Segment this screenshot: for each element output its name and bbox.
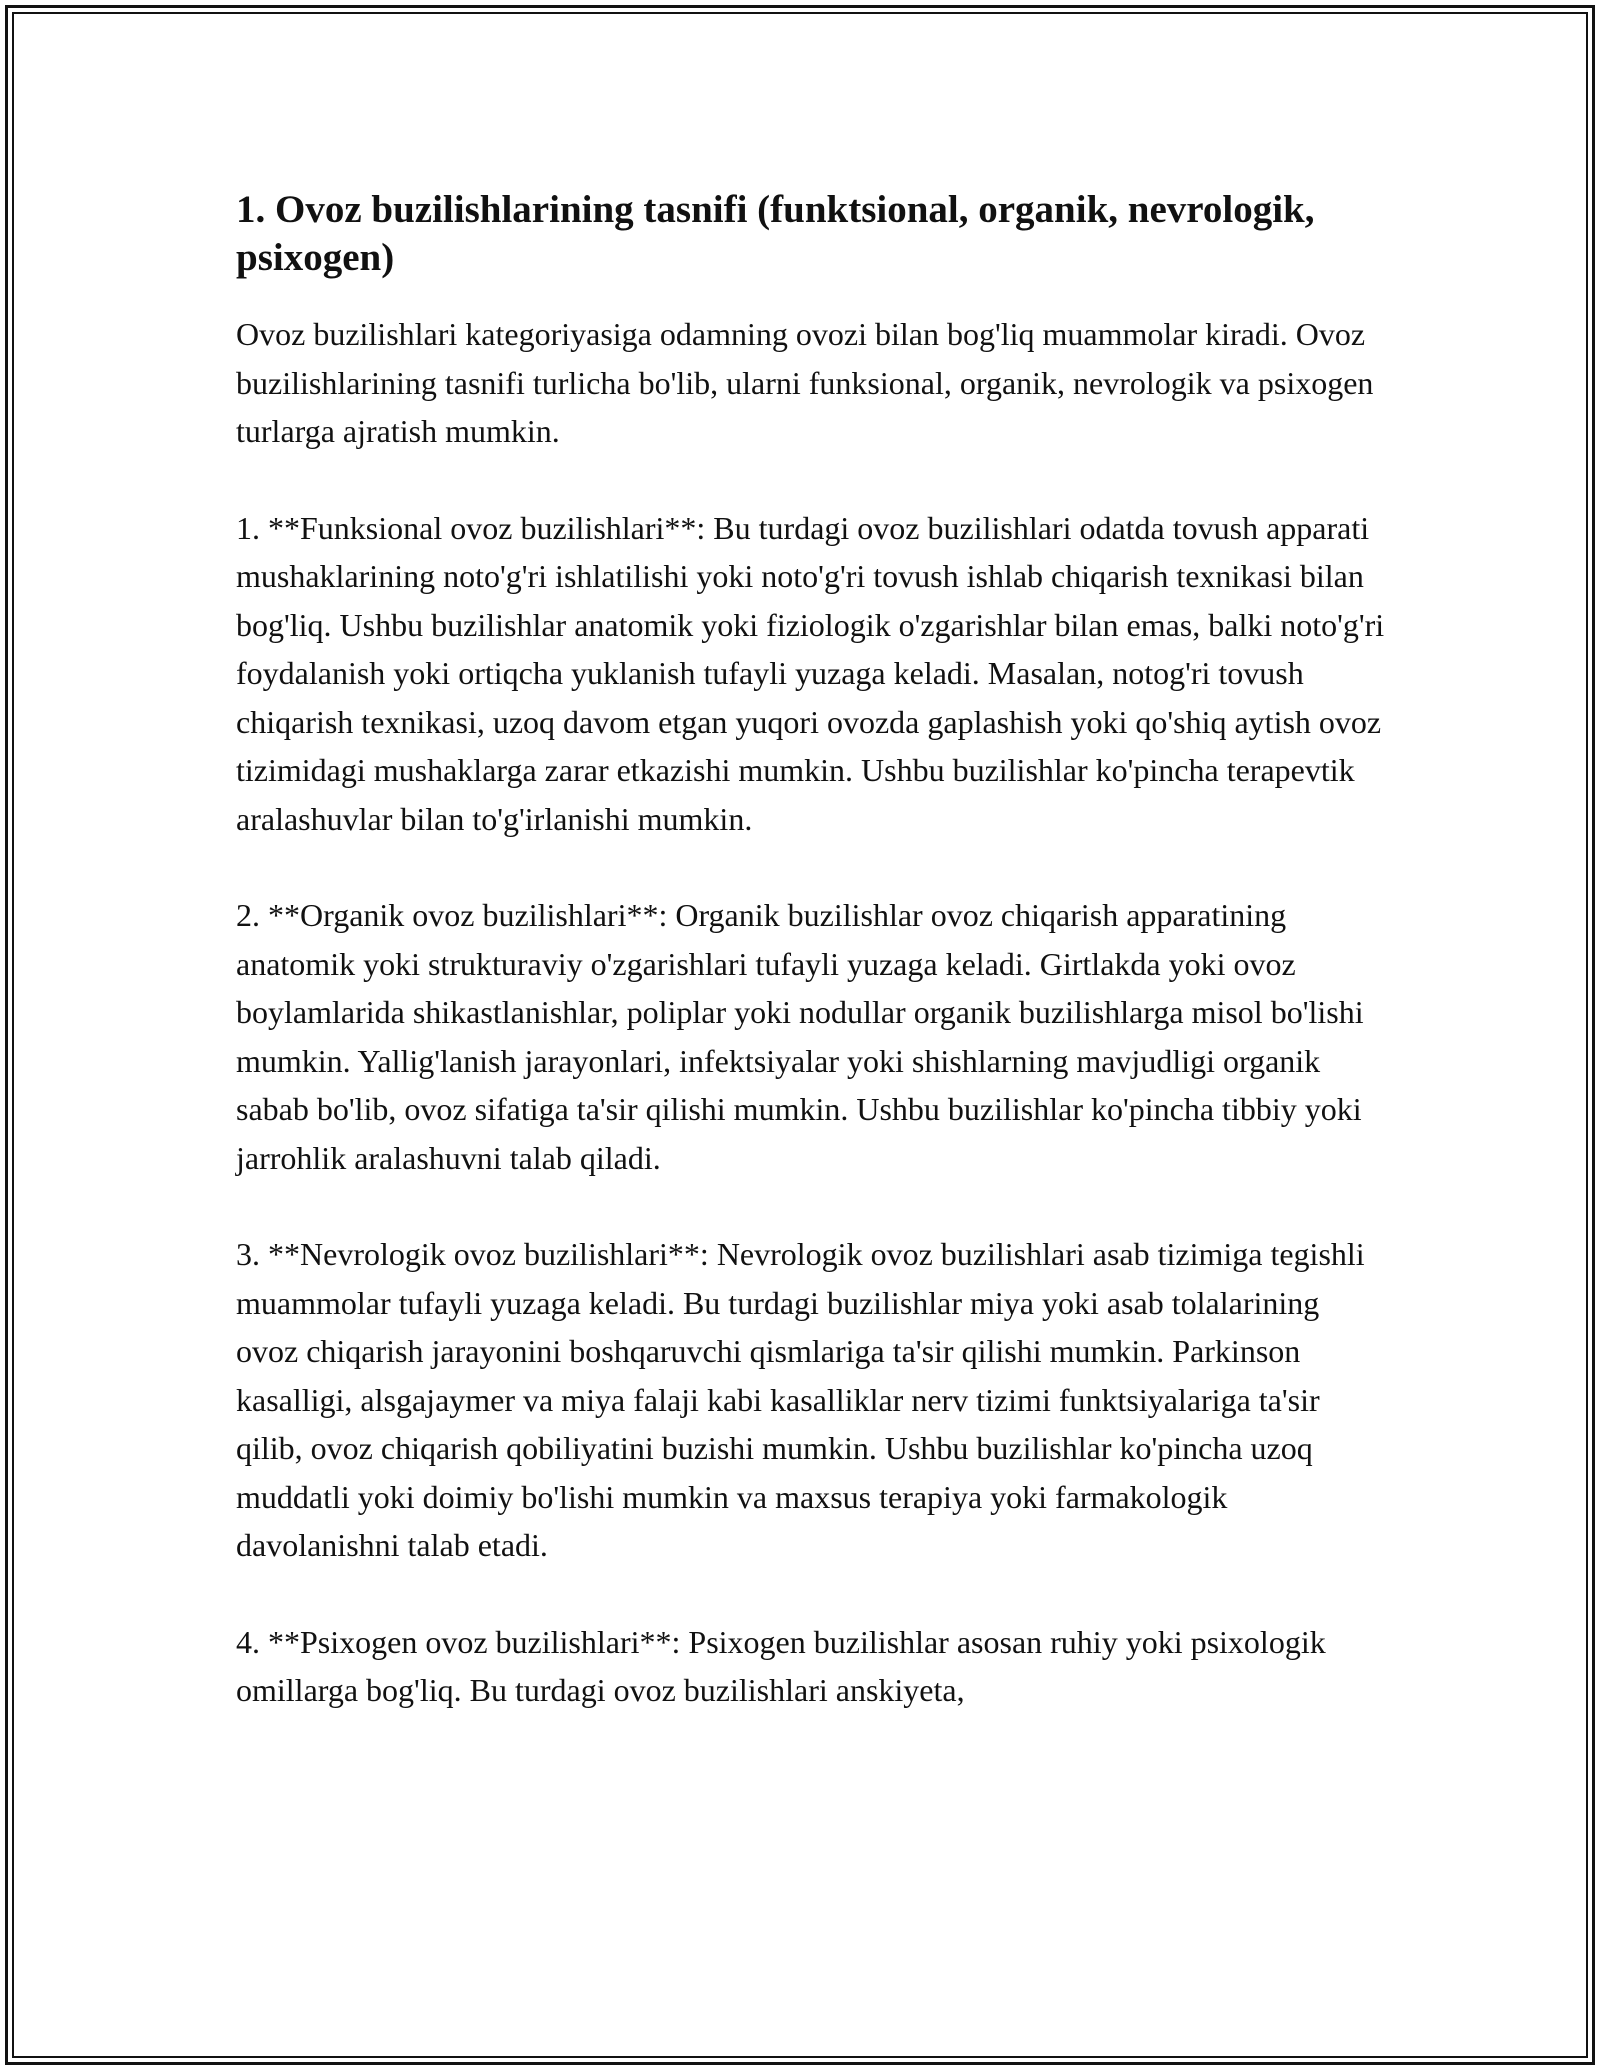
section-neurological: 3. **Nevrologik ovoz buzilishlari**: Nevrologik ovoz buzilishlari asab tizimiga tegishli muammolar tufayli yuzaga keladi. Bu turdagi buzilishlar miya yoki asab tolalarining ovoz chiqarish jarayonini boshqaruvchi qismlariga ta'sir qilishi mumkin. Parkinson kasalligi, alsgajaymer va miya falaji kabi kasalliklar nerv tizimi funktsiyalariga ta'sir qilib, ovoz chiqarish qobiliyatini buzishi mumkin. Ushbu buzilishlar ko'pincha uzoq muddatli yoki doimiy bo'lishi mumkin va maxsus terapiya yoki farmakologik davolanishni talab etadi. [236,1236,1365,1563]
section-organic: 2. **Organik ovoz buzilishlari**: Organik buzilishlar ovoz chiqarish apparatining anatomik yoki strukturaviy o'zgarishlari tufayli yuzaga keladi. Girtlakda yoki ovoz boylamlarida shikastlanishlar, poliplar yoki nodullar organik buzilishlarga misol bo'lishi mumkin. Yallig'lanish jarayonlari, infektsiyalar yoki shishlarning mavjudligi organik sabab bo'lib, ovoz sifatiga ta'sir qilishi mumkin. Ushbu buzilishlar ko'pincha tibbiy yoki jarrohlik aralashuvni talab qiladi. [236,897,1364,1176]
intro-paragraph: Ovoz buzilishlari kategoriyasiga odamning ovozi bilan bog'liq muammolar kiradi. Ovoz buzilishlarining tasnifi turlicha bo'lib, ularni funksional, organik, nevrologik va psixogen turlarga ajratish mumkin. [236,316,1374,449]
document-title: 1. Ovoz buzilishlarining tasnifi (funktsional, organik, nevrologik, psixogen) [236,188,1315,279]
section-functional: 1. **Funksional ovoz buzilishlari**: Bu turdagi ovoz buzilishlari odatda tovush apparati mushaklarining noto'g'ri ishlatilishi yoki noto'g'ri tovush ishlab chiqarish texnikasi bilan bog'liq. Ushbu buzilishlar anatomik yoki fiziologik o'zgarishlar bilan emas, balki noto'g'ri foydalanish yoki ortiqcha yuklanish tufayli yuzaga keladi. Masalan, notog'ri tovush chiqarish texnikasi, uzoq davom etgan yuqori ovozda gaplashish yoki qo'shiq aytish ovoz tizimidagi mushaklarga zarar etkazishi mumkin. Ushbu buzilishlar ko'pincha terapevtik aralashuvlar bilan to'g'irlanishi mumkin. [236,509,1385,837]
section-psychogenic: 4. **Psixogen ovoz buzilishlari**: Psixogen buzilishlar asosan ruhiy yoki psixologik omillarga bog'liq. Bu turdagi ovoz buzilishlari anskiyeta, [236,1623,1326,1708]
document-body [236,186,1386,1763]
